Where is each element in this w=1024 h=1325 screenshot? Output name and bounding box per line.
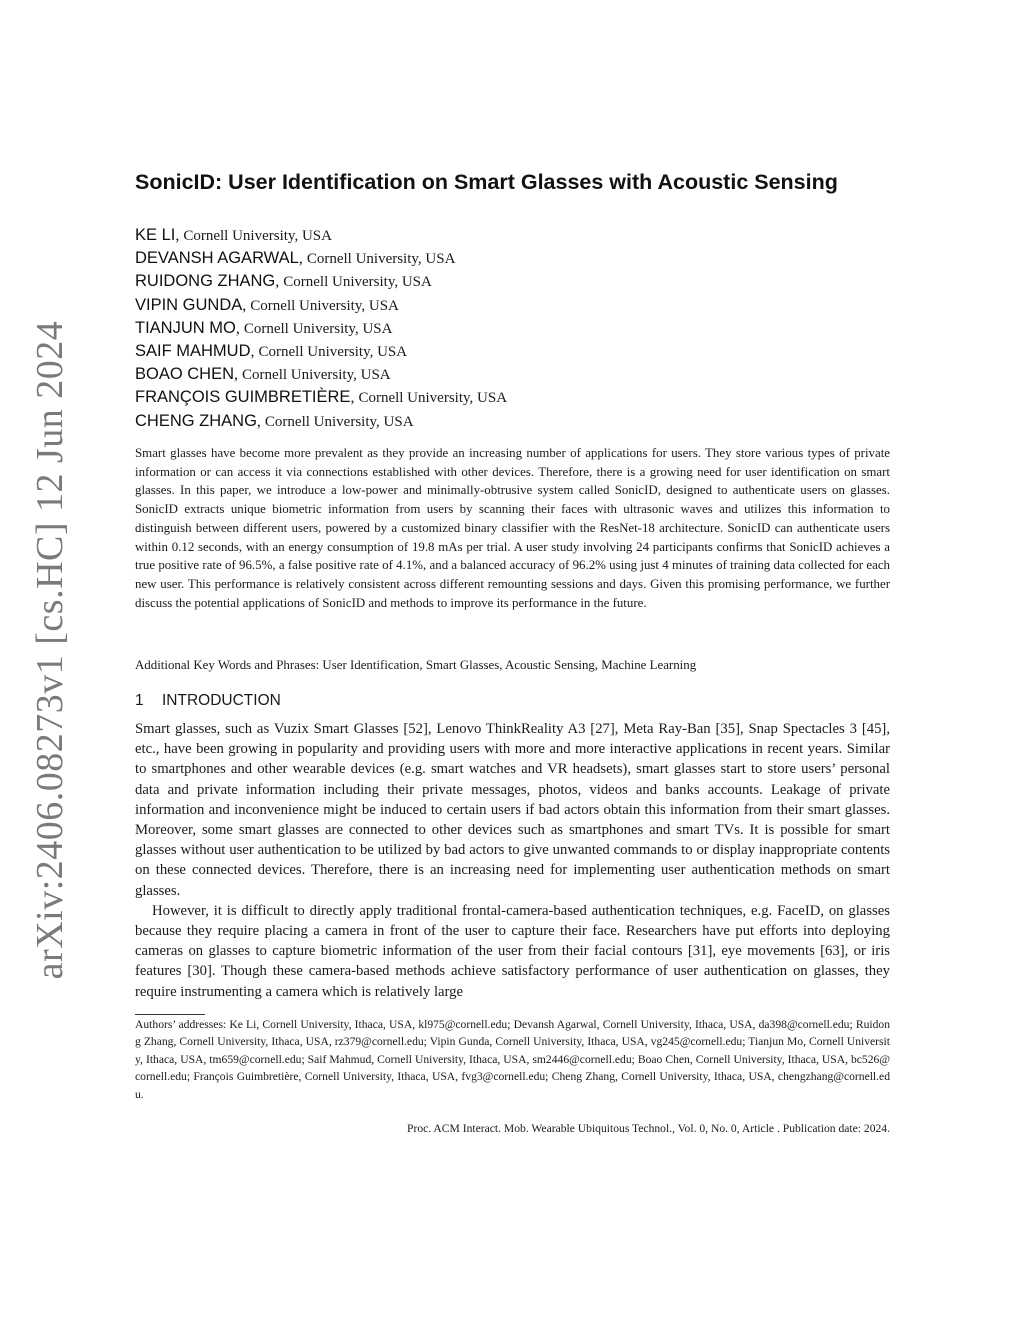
author-entry: TIANJUN MO, Cornell University, USA [135,318,393,337]
author-affiliation: Cornell University, USA [243,320,393,337]
keywords: Additional Key Words and Phrases: User Identification, Smart Glasses, Acoustic Sensing, Machine Learning [135,658,697,672]
author-name: VIPIN GUNDA [135,295,243,314]
author-affiliation: Cornell University, USA [242,367,391,384]
author-name: CHENG ZHANG [135,411,257,430]
footnote-divider [135,1014,205,1015]
author-affiliation: Cornell University, USA [183,228,332,244]
author-entry: VIPIN GUNDA, Cornell University, USA [135,295,399,314]
author-name: FRANÇOIS GUIMBRETIÈRE [135,388,351,407]
author-name: TIANJUN MO [135,318,236,337]
author-affiliation: Cornell University, USA [283,274,432,291]
author-affiliation: Cornell University, USA [264,413,414,430]
author-entry: BOAO CHEN, Cornell University, USA [135,365,391,384]
author-name: KE LI [135,226,176,244]
author-affiliation: Cornell University, USA [258,343,408,360]
author-name: BOAO CHEN [135,365,235,384]
author-entry: RUIDONG ZHANG, Cornell University, USA [135,272,432,291]
introduction-body [135,719,890,1002]
arxiv-identifier: arXiv:2406.08273v1 [cs.HC] 12 Jun 2024 [29,320,71,980]
author-list [135,224,507,433]
author-affiliation: Cornell University, USA [250,297,399,314]
author-affiliation: Cornell University, USA [306,251,456,268]
author-affiliation: Cornell University, USA [358,390,508,407]
abstract: Smart glasses have become more prevalent as they provide an increasing number of applications for users. They store various types of private information or can access it via connections established with other devices. Therefore, there is a growing need for user identification on smart glasses. In this paper, we introduce a low-power and minimally-obtrusive system called SonicID, designed to authenticate users on glasses. SonicID extracts unique biometric information from users by scanning their faces with ultrasonic waves and utilizes this information to distinguish between different users, powered by a customized binary classifier with the ResNet-18 architecture. SonicID can authenticate users within 0.12 seconds, with an energy consumption of 19.8 mAs per trial. A user study involving 24 participants confirms that SonicID achieves a true positive rate of 96.5%, a false positive rate of 4.1%, and a balanced accuracy of 96.2% using just 4 minutes of training data collected for each new user. This performance is relatively consistent across different remounting sessions and days. Given this promising performance, we further discuss the potential applications of SonicID and methods to improve its performance in the future. [135,446,890,610]
author-addresses-footnote: Authors’ addresses: Ke Li, Cornell University, Ithaca, USA, kl975@cornell.edu; Devansh Agarwal, Cornell University, Ithaca, USA, da398@cornell.edu; Ruidong Zhang, Cornell University, Ithaca, USA, rz379@cornell.edu; Vipin Gunda, Cornell University, Ithaca, USA, vg245@cornell.edu; Tianjun Mo, Cornell University, Ithaca, USA, tm659@cornell.edu; Saif Mahmud, Cornell University, Ithaca, USA, sm2446@cornell.edu; Boao Chen, Cornell University, Ithaca, USA, bc526@cornell.edu; François Guimbretière, Cornell University, Ithaca, USA, fvg3@cornell.edu; Cheng Zhang, Cornell University, Ithaca, USA, chengzhang@cornell.edu. [135,1018,890,1101]
author-entry: CHENG ZHANG, Cornell University, USA [135,411,414,430]
page-footer: Proc. ACM Interact. Mob. Wearable Ubiquitous Technol., Vol. 0, No. 0, Article . Publication date: 2024. [407,1122,890,1135]
section-number: 1 [135,692,144,709]
author-entry: FRANÇOIS GUIMBRETIÈRE, Cornell University, USA [135,388,508,407]
author-name: SAIF MAHMUD [135,341,251,360]
section-heading [135,692,281,710]
section-title: INTRODUCTION [162,692,281,709]
paper-title: SonicID: User Identification on Smart Glasses with Acoustic Sensing [135,170,838,194]
author-entry: DEVANSH AGARWAL, Cornell University, USA [135,249,456,268]
intro-paragraph: Smart glasses, such as Vuzix Smart Glasses [52], Lenovo ThinkReality A3 [27], Meta Ray-Ban [35], Snap Spectacles 3 [45], etc., have been growing in popularity and providing users with more and more interactive applications in recent years. Similar to smartphones and other wearable devices (e.g. smart watches and VR headsets), smart glasses start to store users’ personal data and private information including their private messages, photos, videos and banks accounts. Leakage of private information and inconvenience might be induced to certain users if bad actors obtain this information from their smart glasses. Moreover, some smart glasses are connected to other devices such as smartphones and smart TVs. It is possible for smart glasses without user authentication to be utilized by bad actors to give unwanted commands to or display inappropriate contents on these connected devices. Therefore, there is an increasing need for implementing user authentication methods on smart glasses. [135,721,890,899]
author-name: DEVANSH AGARWAL [135,249,299,268]
intro-paragraph: However, it is difficult to directly apply traditional frontal-camera-based authentication techniques, e.g. FaceID, on glasses because they require placing a camera in front of the user to capture their face. Researchers have put efforts into deploying cameras on glasses to capture biometric information of the user from their facial contours [31], eye movements [63], or iris features [30]. Though these camera-based methods achieve satisfactory performance of user authentication on glasses, they require instrumenting a camera which is relatively large [135,902,890,1000]
author-name: RUIDONG ZHANG [135,272,276,291]
author-entry: KE LI, Cornell University, USA [135,226,332,244]
author-entry: SAIF MAHMUD, Cornell University, USA [135,341,408,360]
